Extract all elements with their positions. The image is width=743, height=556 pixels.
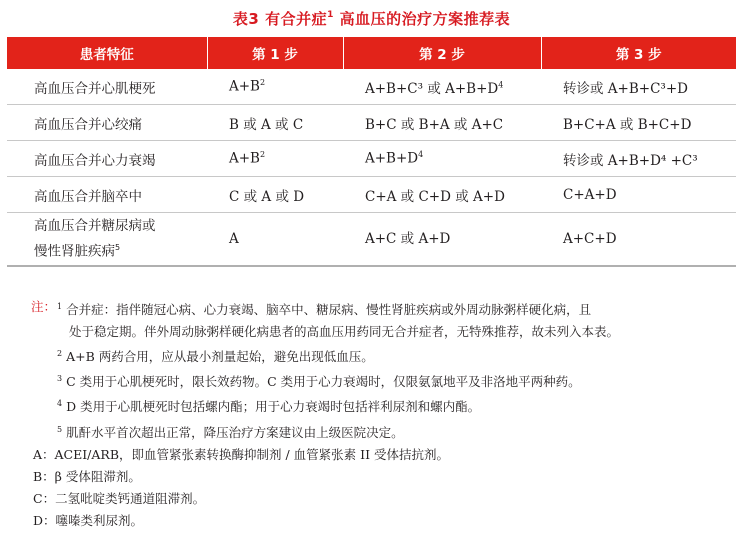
legend-item-b: B：β 受体阻滞剂。 [33, 468, 141, 484]
footnote-item [33, 343, 733, 368]
header-step-1: 第 1 步 [207, 37, 343, 69]
footnote-text: 肌酐水平首次超出正常，降压治疗方案建议由上级医院决定。 [66, 424, 404, 440]
cell-feature: 高血压合并心绞痛 [7, 105, 207, 141]
legend-item-c: C：二氢吡啶类钙通道阻滞剂。 [33, 490, 206, 506]
cell-step1 [207, 69, 343, 105]
footnote-mark: 3 [57, 374, 63, 384]
legend-item-d: D：噻嗪类利尿剂。 [33, 512, 144, 528]
footnote-item [33, 368, 733, 393]
cell-step1: A [207, 213, 343, 267]
cell-step2: C+A 或 C+D 或 A+D [343, 177, 541, 213]
footnote-text: 合并症：指伴随冠心病、心力衰竭、脑卒中、糖尿病、慢性肾脏疾病或外周动脉粥样硬化病，且 [66, 302, 592, 318]
table-title-prefix: 表3 有合并症 [232, 10, 328, 28]
cell-step2 [343, 141, 541, 177]
cell-step3: 转诊或 A+B+C³+D [541, 69, 736, 105]
footnote-text: D 类用于心肌梗死时包括螺内酯；用于心力衰竭时包括袢利尿剂和螺内酯。 [66, 399, 481, 415]
table-row [7, 177, 736, 213]
footnote-mark: 5 [57, 424, 63, 434]
cell-feature-line2: 慢性肾脏疾病 [34, 243, 115, 260]
header-step-2: 第 2 步 [343, 37, 541, 69]
table-row [7, 69, 736, 105]
cell-feature-footnote: 5 [115, 242, 121, 252]
cell-step2 [343, 69, 541, 105]
cell-step1-footnote: 2 [259, 78, 266, 88]
footnote-item [33, 393, 733, 418]
cell-step1: C 或 A 或 D [207, 177, 343, 213]
cell-step1-text: A+B [229, 78, 260, 95]
footnote-mark: 2 [57, 349, 63, 359]
cell-step1-footnote: 2 [259, 150, 266, 160]
cell-step2: B+C 或 B+A 或 A+C [343, 105, 541, 141]
cell-step1: B 或 A 或 C [207, 105, 343, 141]
notes-label: 注： [31, 299, 57, 314]
cell-step2-footnote: 4 [498, 80, 504, 89]
cell-step1 [207, 141, 343, 177]
table-row [7, 141, 736, 177]
treatment-table [7, 37, 736, 267]
legend-item-a: A：ACEI/ARB，即血管紧张素转换酶抑制剂 / 血管紧张素 II 受体拮抗剂。 [33, 446, 449, 462]
cell-step3: C+A+D [541, 177, 736, 213]
table-row [7, 213, 736, 267]
cell-step2: A+C 或 A+D [343, 213, 541, 267]
cell-feature-line1: 高血压合并糖尿病或 [34, 217, 156, 234]
footnote-text: C 类用于心肌梗死时，限长效药物。C 类用于心力衰竭时，仅限氨氯地平及非洛地平两种药。 [66, 374, 581, 390]
cell-step2-text: A+B+D [365, 150, 419, 167]
footnote-text: A+B 两药合用，应从最小剂量起始，避免出现低血压。 [66, 349, 374, 365]
footnote-mark: 1 [57, 302, 63, 311]
table-header-row [7, 37, 736, 69]
header-patient-feature: 患者特征 [7, 37, 207, 69]
table-row [7, 105, 736, 141]
cell-step1-text: A+B [229, 150, 260, 167]
table-title [0, 8, 743, 29]
footnote-item [33, 419, 733, 444]
footnote-mark: 4 [57, 399, 63, 409]
cell-step2-footnote: 4 [418, 150, 424, 160]
cell-step3: 转诊或 A+B+D⁴ +C³ [541, 141, 736, 177]
cell-step3: A+C+D [541, 213, 736, 267]
table-title-suffix: 高血压的治疗方案推荐表 [339, 10, 511, 28]
cell-feature: 高血压合并心肌梗死 [7, 69, 207, 105]
footnote-text-continued: 处于稳定期。伴外周动脉粥样硬化病患者的高血压用药同无合并症者，无特殊推荐，故未列入本表。 [69, 324, 620, 340]
footnote-item [33, 296, 733, 343]
cell-feature [7, 213, 207, 267]
table-title-footnote-mark: 1 [327, 10, 334, 20]
cell-feature: 高血压合并脑卒中 [7, 177, 207, 213]
cell-step3: B+C+A 或 B+C+D [541, 105, 736, 141]
footnotes [33, 296, 733, 532]
header-step-3: 第 3 步 [541, 37, 736, 69]
cell-step2-text: A+B+C³ 或 A+B+D [365, 80, 499, 97]
cell-feature: 高血压合并心力衰竭 [7, 141, 207, 177]
